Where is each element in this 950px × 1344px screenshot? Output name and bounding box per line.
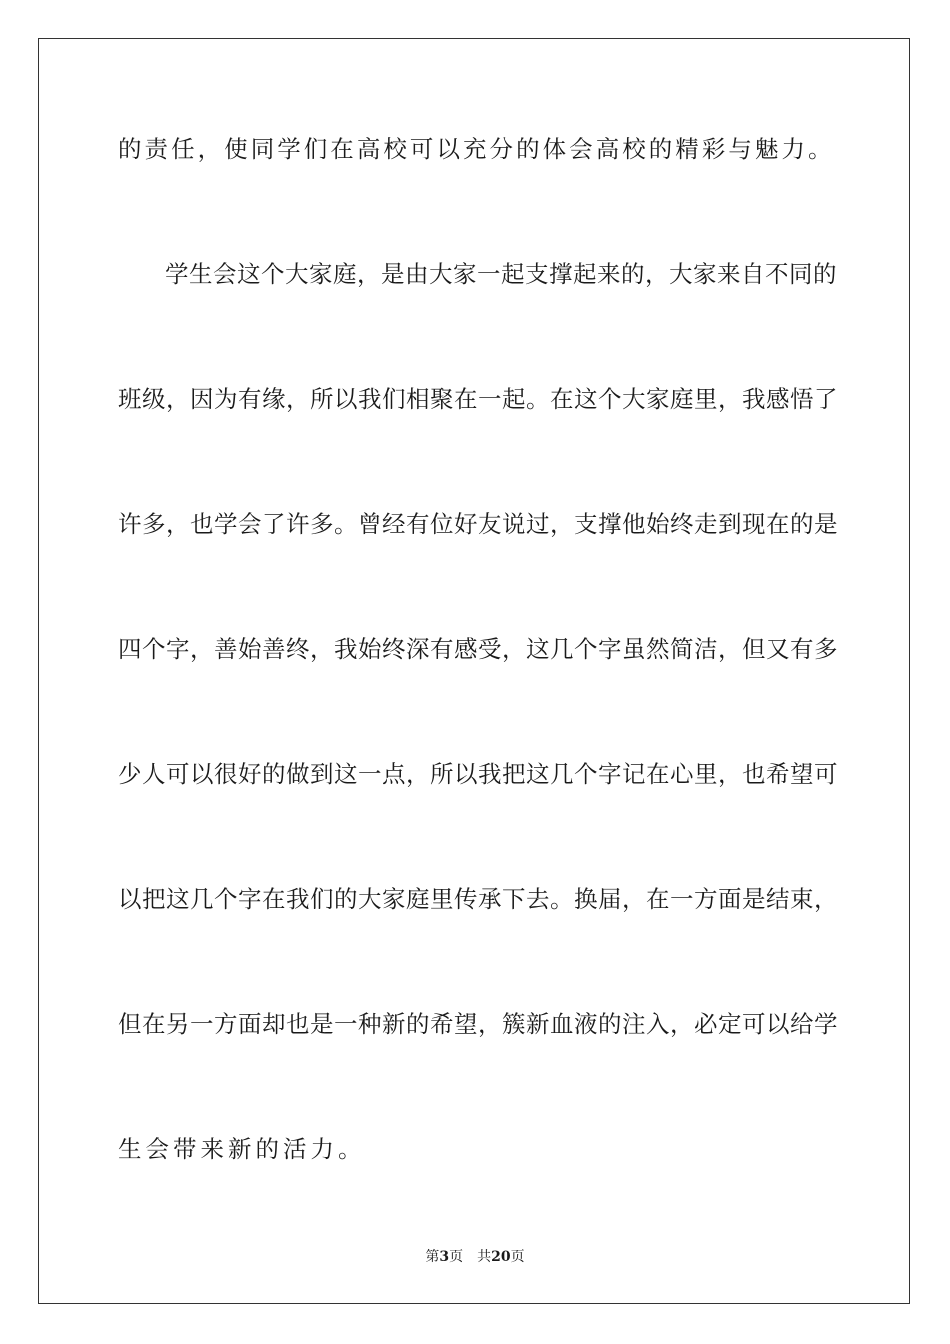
body-line-2: 学生会这个大家庭，是由大家一起支撑起来的，大家来自不同的 xyxy=(165,260,837,288)
body-line-9: 生会带来新的活力。 xyxy=(118,1135,366,1163)
body-line-8: 但在另一方面却也是一种新的希望，簇新血液的注入，必定可以给学 xyxy=(118,1010,838,1038)
page-suffix: 页 xyxy=(449,1249,464,1265)
body-line-4: 许多，也学会了许多。曾经有位好友说过，支撑他始终走到现在的是 xyxy=(118,510,838,538)
page-border xyxy=(38,38,910,1304)
total-prefix: 共 xyxy=(477,1249,492,1265)
total-page-count: 20 xyxy=(491,1249,511,1265)
body-line-3: 班级，因为有缘，所以我们相聚在一起。在这个大家庭里，我感悟了 xyxy=(118,385,838,413)
body-line-7: 以把这几个字在我们的大家庭里传承下去。换届，在一方面是结束， xyxy=(118,885,838,913)
current-page-number: 3 xyxy=(439,1249,450,1265)
body-line-1: 的责任，使同学们在高校可以充分的体会高校的精彩与魅力。 xyxy=(118,135,832,163)
page-footer xyxy=(0,1248,950,1266)
body-line-6: 少人可以很好的做到这一点，所以我把这几个字记在心里，也希望可 xyxy=(118,760,838,788)
body-line-5: 四个字，善始善终，我始终深有感受，这几个字虽然简洁，但又有多 xyxy=(118,635,838,663)
total-suffix: 页 xyxy=(510,1249,525,1265)
page-prefix: 第 xyxy=(425,1249,440,1265)
